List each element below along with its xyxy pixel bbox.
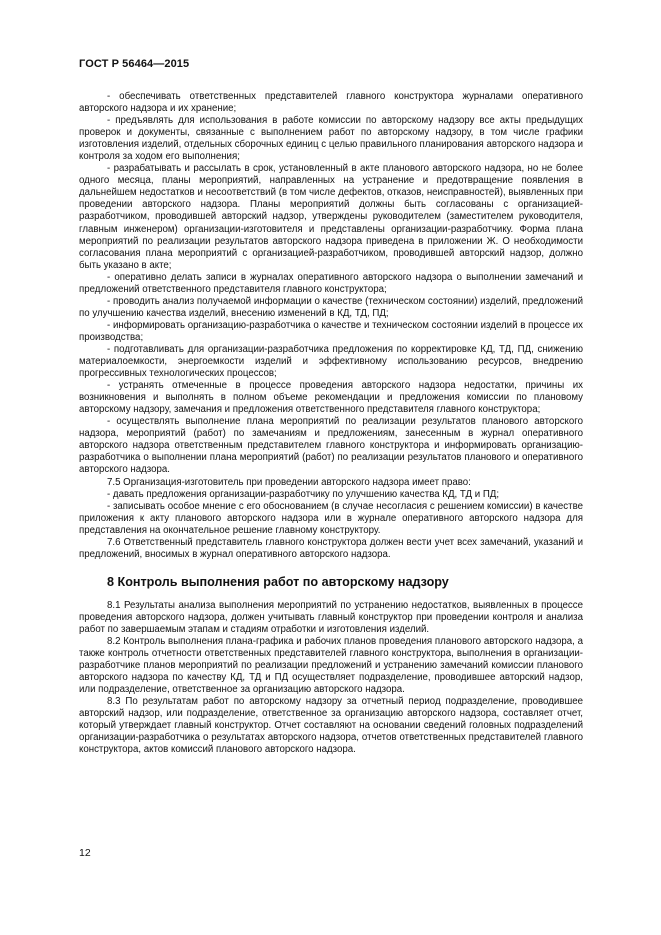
paragraph: - устранять отмеченные в процессе проведения авторского надзора недостатки, причины их возникновения и выполнять в полном объеме рекомендации и предложения комиссии по плановому авторскому надзору, замечания и предложения ответственного представителя главного конструктора;: [79, 380, 583, 416]
paragraph: - проводить анализ получаемой информации о качестве (техническом состоянии) изделий, предложений по улучшению качества изделий, внесению изменений в КД, ТД, ПД;: [79, 295, 583, 319]
page-number: 12: [79, 847, 91, 859]
clause-7-5: 7.5 Организация-изготовитель при проведении авторского надзора имеет право:: [107, 476, 471, 488]
paragraph: - информировать организацию-разработчика о качестве и техническом состоянии изделий в процессе их производства;: [79, 319, 583, 343]
page-header: ГОСТ Р 56464—2015: [79, 58, 190, 70]
paragraph: - обеспечивать ответственных представителей главного конструктора журналами оперативного авторского надзора и их хранение;: [79, 91, 583, 115]
paragraph: - разрабатывать и рассылать в срок, установленный в акте планового авторского надзора, но не более одного месяца, планы мероприятий, направленных на устранение и предотвращение появления в дальнейшем недостатков и несоответствий (в том числе дефектов, отказов, неисправностей), выявленных при проведении авторского надзора. Планы мероприятий должны быть согласованы с организацией-разработчиком, проводившей авторский надзор, утверждены руководителем (заместителем руководителя, главным инженером) организации-изготовителя и представлены организации-разработчику. Форма плана мероприятий по реализации результатов авторского надзора приведена в приложении Ж. О необходимости согласования плана мероприятий с организацией-разработчиком, проводившей авторский надзор, должно быть указано в акте;: [79, 163, 583, 271]
clause-7-6: 7.6 Ответственный представитель главного конструктора должен вести учет всех замечаний, указаний и предложений, вносимых в журнал оперативного авторского надзора.: [79, 536, 583, 560]
document-body: [79, 91, 583, 756]
clause-8-3: 8.3 По результатам работ по авторскому надзору за отчетный период подразделение, проводившее авторский надзор, или подразделение, ответственное за организацию авторского надзора, составляет отчет, который утверждает главный конструктор. Отчет составляют на основании сведений головных подразделений организации-разработчика о результатах авторского надзора, отчетов ответственных представителей главного конструктора, актов комиссий планового авторского надзора.: [79, 696, 583, 756]
paragraph: - предъявлять для использования в работе комиссии по авторскому надзору все акты предыдущих проверок и документы, связанные с выполнением работ по авторскому надзору, в том числе графики изготовления изделий, отдельных сборочных единиц с целью правильного планирования авторского надзора и контроля за ходом его выполнения;: [79, 115, 583, 163]
paragraph: - давать предложения организации-разработчику по улучшению качества КД, ТД и ПД;: [107, 488, 500, 500]
paragraph: - осуществлять выполнение плана мероприятий по реализации результатов планового авторского надзора, мероприятий (работ) по замечаниям и предложениям, занесенным в журнал оперативного авторского надзора ответственным представителем главного конструктора и информировать организацию-разработчика о выполнении плана мероприятий (работ) по реализации результатов планового и оперативного авторского надзора.: [79, 416, 583, 476]
clause-8-2: 8.2 Контроль выполнения плана-графика и рабочих планов проведения планового авторского надзора, а также контроль отчетности ответственных представителей главного конструктора, выполнения в организации-разработчике планов мероприятий по реализации предложений и устранению замечаний комиссии планового авторского надзора по качеству КД, ТД и ПД осуществляет подразделение, проводившее авторский надзор, или подразделение, ответственное за организацию авторского надзора.: [79, 635, 583, 696]
paragraph: - оперативно делать записи в журналах оперативного авторского надзора о выполнении замечаний и предложений ответственного представителя главного конструктора;: [79, 271, 583, 295]
section-8-heading: 8 Контроль выполнения работ по авторскому надзору: [107, 574, 449, 589]
paragraph: - записывать особое мнение с его обоснованием (в случае несогласия с решением комиссии) в качестве приложения к акту планового авторского надзора или в журнале оперативного авторского надзора для представления на окончательное решение главному конструктору.: [79, 500, 583, 536]
paragraph: - подготавливать для организации-разработчика предложения по корректировке КД, ТД, ПД, снижению материалоемкости, энергоемкости изделий и эффективному использованию ресурсов, внедрению прогрессивных технологических процессов;: [79, 343, 583, 380]
clause-8-1: 8.1 Результаты анализа выполнения мероприятий по устранению недостатков, выявленных в процессе проведения авторского надзора, должен учитывать главный конструктор при проведении контроля и анализа работ по завершаемым этапам и стадиям отработки и изготовления изделий.: [79, 599, 583, 635]
